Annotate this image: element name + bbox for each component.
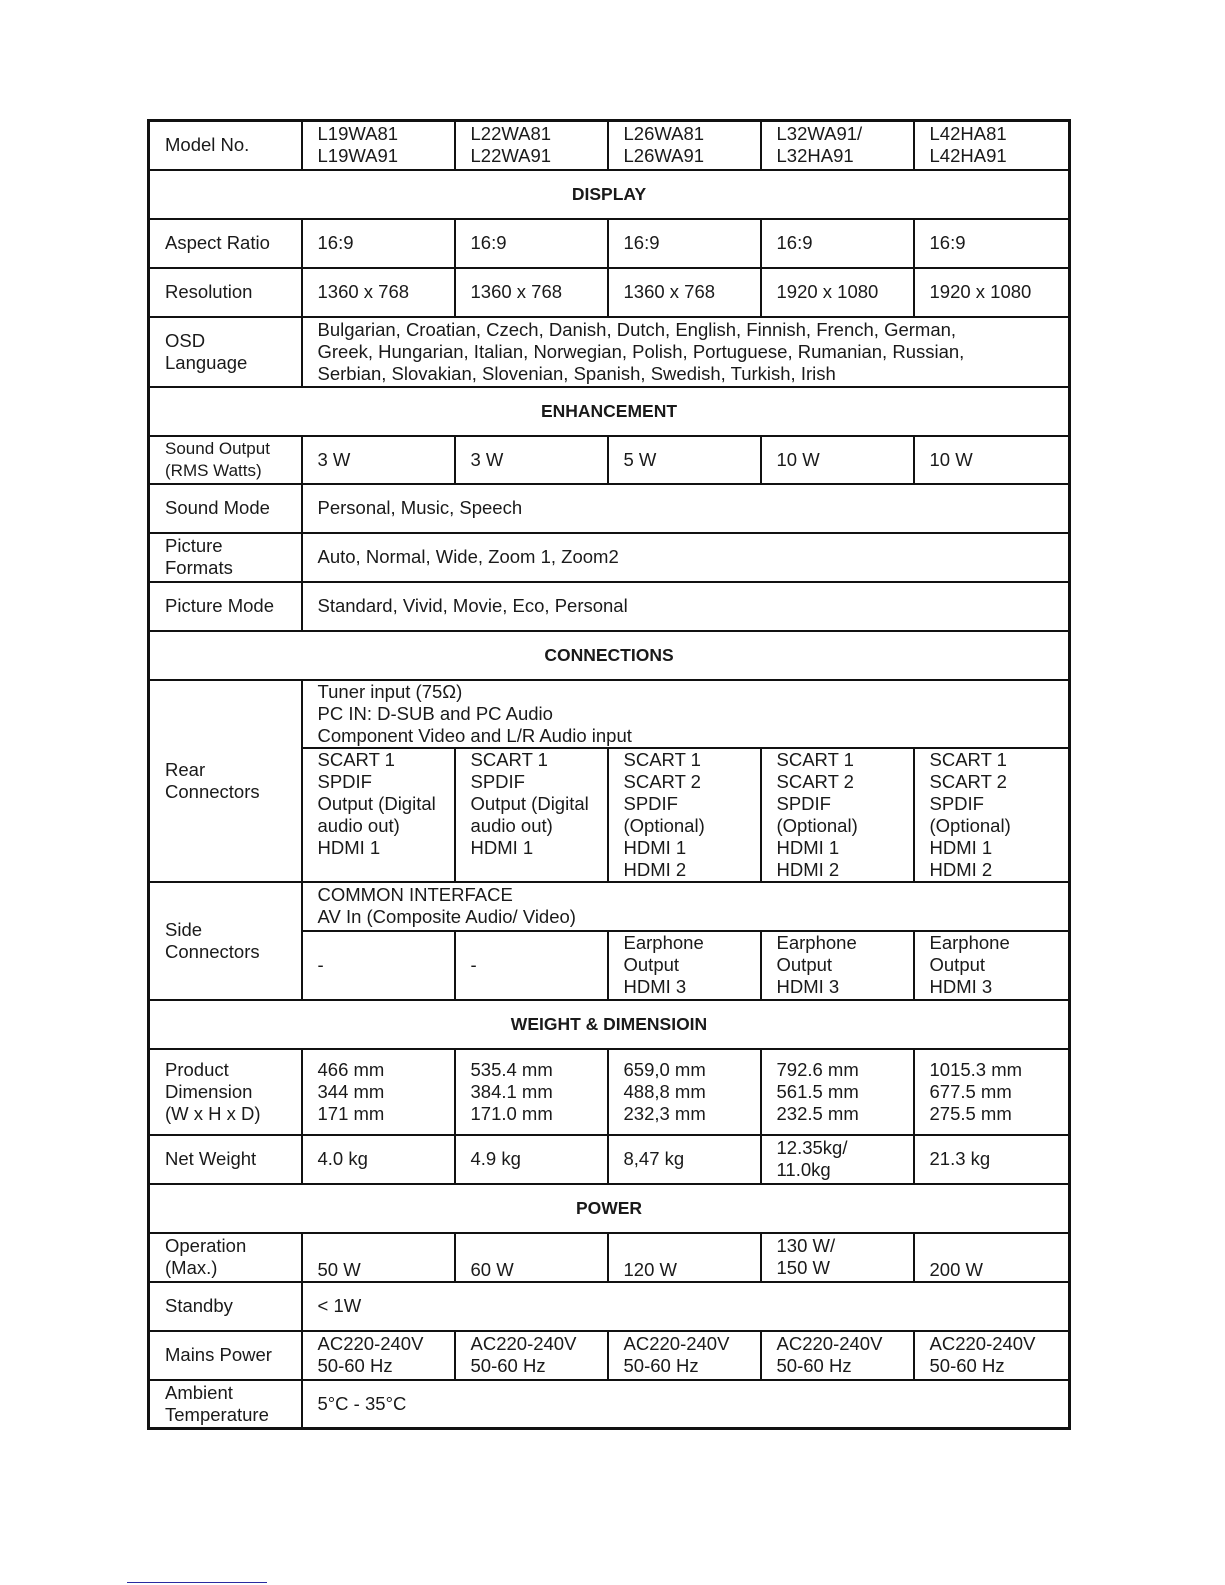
row-picture-mode (149, 582, 1070, 631)
value-cell: 4.0 kg (302, 1135, 455, 1184)
value-cell: 5°C - 35°C (302, 1380, 1070, 1429)
value-cell: Auto, Normal, Wide, Zoom 1, Zoom2 (302, 533, 1070, 582)
value-cell: 3 W (455, 436, 608, 484)
model-cell: L19WA81 L19WA91 (302, 121, 455, 170)
value-cell: < 1W (302, 1282, 1070, 1331)
row-picture-formats (149, 533, 1070, 582)
label-net-weight: Net Weight (149, 1135, 302, 1184)
value-cell: AC220-240V 50-60 Hz (608, 1331, 761, 1380)
row-model-no (149, 121, 1070, 170)
value-cell: 792.6 mm 561.5 mm 232.5 mm (761, 1049, 914, 1135)
section-enhancement (149, 387, 1070, 436)
value-cell: 21.3 kg (914, 1135, 1070, 1184)
value-cell: - (455, 931, 608, 1000)
row-product-dimension (149, 1049, 1070, 1135)
value-cell: AC220-240V 50-60 Hz (302, 1331, 455, 1380)
value-cell: Earphone Output HDMI 3 (608, 931, 761, 1000)
section-title: CONNECTIONS (149, 631, 1070, 680)
row-operation (149, 1233, 1070, 1282)
label-sound-output: Sound Output (RMS Watts) (149, 436, 302, 484)
value-cell: 1360 x 768 (455, 268, 608, 317)
value-cell: Bulgarian, Croatian, Czech, Danish, Dutch, English, Finnish, French, German, Greek, Hungarian, Italian, Norwegian, Polish, Portuguese, Rumanian, Russian, Serbian, Slovakian, Slovenian, Spanish, Swedish, Turkish, Irish (302, 317, 1070, 387)
value-cell: SCART 1 SCART 2 SPDIF (Optional) HDMI 1 HDMI 2 (914, 748, 1070, 882)
row-side-connectors-common (149, 882, 1070, 931)
section-title: POWER (149, 1184, 1070, 1233)
row-net-weight (149, 1135, 1070, 1184)
value-cell: 16:9 (914, 219, 1070, 268)
label-aspect-ratio: Aspect Ratio (149, 219, 302, 268)
value-cell: SCART 1 SCART 2 SPDIF (Optional) HDMI 1 HDMI 2 (761, 748, 914, 882)
value-cell: - (302, 931, 455, 1000)
row-standby (149, 1282, 1070, 1331)
value-cell: 10 W (761, 436, 914, 484)
label-operation: Operation (Max.) (149, 1233, 302, 1282)
value-cell: Tuner input (75Ω) PC IN: D-SUB and PC Audio Component Video and L/R Audio input (302, 680, 1070, 748)
value-cell: 200 W (914, 1233, 1070, 1282)
value-cell: 50 W (302, 1233, 455, 1282)
value-cell: AC220-240V 50-60 Hz (914, 1331, 1070, 1380)
value-cell: 10 W (914, 436, 1070, 484)
row-aspect-ratio (149, 219, 1070, 268)
value-cell: 16:9 (302, 219, 455, 268)
value-cell: 60 W (455, 1233, 608, 1282)
value-cell: 5 W (608, 436, 761, 484)
model-cell: L42HA81 L42HA91 (914, 121, 1070, 170)
section-weight (149, 1000, 1070, 1049)
value-cell: 1920 x 1080 (914, 268, 1070, 317)
label-picture-formats: Picture Formats (149, 533, 302, 582)
value-cell: AC220-240V 50-60 Hz (761, 1331, 914, 1380)
value-cell: 1015.3 mm 677.5 mm 275.5 mm (914, 1049, 1070, 1135)
label-model-no: Model No. (149, 121, 302, 170)
value-cell: 1920 x 1080 (761, 268, 914, 317)
label-resolution: Resolution (149, 268, 302, 317)
value-cell: Personal, Music, Speech (302, 484, 1070, 533)
model-cell: L22WA81 L22WA91 (455, 121, 608, 170)
value-cell: SCART 1 SPDIF Output (Digital audio out) HDMI 1 (455, 748, 608, 882)
row-mains-power (149, 1331, 1070, 1380)
spec-table (147, 119, 1071, 1430)
value-cell: COMMON INTERFACE AV In (Composite Audio/ Video) (302, 882, 1070, 931)
footer-link-underline (127, 1582, 267, 1583)
value-cell: 466 mm 344 mm 171 mm (302, 1049, 455, 1135)
value-cell: 535.4 mm 384.1 mm 171.0 mm (455, 1049, 608, 1135)
value-cell: Earphone Output HDMI 3 (914, 931, 1070, 1000)
row-resolution (149, 268, 1070, 317)
row-sound-mode (149, 484, 1070, 533)
label-product-dimension: Product Dimension (W x H x D) (149, 1049, 302, 1135)
section-title: DISPLAY (149, 170, 1070, 219)
label-standby: Standby (149, 1282, 302, 1331)
model-cell: L26WA81 L26WA91 (608, 121, 761, 170)
label-ambient-temperature: Ambient Temperature (149, 1380, 302, 1429)
label-sound-mode: Sound Mode (149, 484, 302, 533)
label-picture-mode: Picture Mode (149, 582, 302, 631)
value-cell: 8,47 kg (608, 1135, 761, 1184)
section-title: ENHANCEMENT (149, 387, 1070, 436)
value-cell: SCART 1 SCART 2 SPDIF (Optional) HDMI 1 HDMI 2 (608, 748, 761, 882)
row-rear-connectors-common (149, 680, 1070, 748)
section-connections (149, 631, 1070, 680)
value-cell: 16:9 (608, 219, 761, 268)
value-cell: 130 W/ 150 W (761, 1233, 914, 1282)
model-cell: L32WA91/ L32HA91 (761, 121, 914, 170)
value-cell: 1360 x 768 (302, 268, 455, 317)
section-display (149, 170, 1070, 219)
value-cell: 4.9 kg (455, 1135, 608, 1184)
value-cell: AC220-240V 50-60 Hz (455, 1331, 608, 1380)
label-mains-power: Mains Power (149, 1331, 302, 1380)
section-power (149, 1184, 1070, 1233)
row-ambient-temperature (149, 1380, 1070, 1429)
label-rear-connectors: Rear Connectors (149, 680, 302, 882)
row-sound-output (149, 436, 1070, 484)
value-cell: 16:9 (455, 219, 608, 268)
value-cell: Earphone Output HDMI 3 (761, 931, 914, 1000)
value-cell: 659,0 mm 488,8 mm 232,3 mm (608, 1049, 761, 1135)
section-title: WEIGHT & DIMENSIOIN (149, 1000, 1070, 1049)
value-cell: Standard, Vivid, Movie, Eco, Personal (302, 582, 1070, 631)
value-cell: 3 W (302, 436, 455, 484)
label-side-connectors: Side Connectors (149, 882, 302, 1000)
value-cell: 120 W (608, 1233, 761, 1282)
row-osd-language (149, 317, 1070, 387)
value-cell: 16:9 (761, 219, 914, 268)
value-cell: SCART 1 SPDIF Output (Digital audio out) HDMI 1 (302, 748, 455, 882)
value-cell: 1360 x 768 (608, 268, 761, 317)
label-osd-language: OSD Language (149, 317, 302, 387)
value-cell: 12.35kg/ 11.0kg (761, 1135, 914, 1184)
